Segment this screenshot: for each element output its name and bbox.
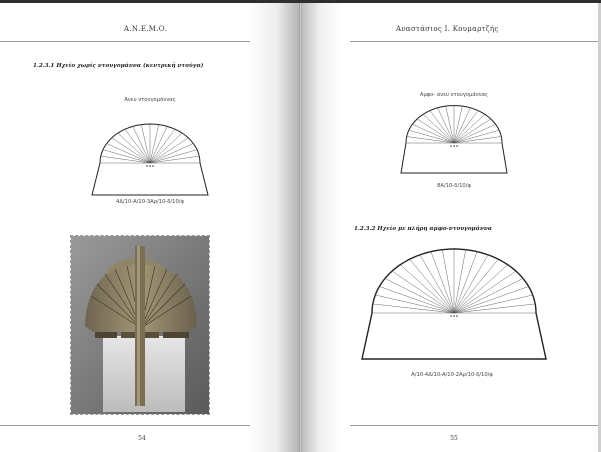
diagram-hub-dot xyxy=(456,315,458,317)
right-diagram2-lines xyxy=(362,249,546,359)
left-running-head: Α.Ν.Ε.Μ.Ο. xyxy=(124,25,168,33)
right-page-number: 55 xyxy=(450,435,458,442)
diagram-sides xyxy=(362,313,546,359)
diagram-spoke xyxy=(454,265,508,313)
left-page-number: 54 xyxy=(138,435,146,442)
diagram-sides xyxy=(401,143,507,173)
diagram-hub-dot xyxy=(146,165,148,167)
diagram-spoke xyxy=(431,252,454,313)
diagram-spoke xyxy=(375,295,454,313)
diagram-hub-dot xyxy=(149,165,151,167)
right-figure1-caption: 8Α/10-δ/10/φ xyxy=(437,183,471,189)
diagram-hub-dot xyxy=(450,145,452,147)
diagram-spoke xyxy=(392,271,454,313)
diagram-spoke xyxy=(454,295,533,313)
left-figure-title: Άνευ ντουγομάννας xyxy=(124,97,176,103)
diagram-spoke xyxy=(400,265,454,313)
diagram-spoke xyxy=(454,250,466,313)
left-page xyxy=(0,3,300,452)
diagram-sides xyxy=(92,163,208,195)
diagram-spoke xyxy=(454,252,477,313)
diagram-hub-dot xyxy=(453,315,455,317)
diagram-hub-dot xyxy=(450,315,452,317)
wooden-model-photo xyxy=(70,235,210,415)
diagram-hub-dot xyxy=(152,165,154,167)
diagram-spoke xyxy=(442,250,454,313)
right-running-head: Αναστάσιος Ι. Κουμαρτζής xyxy=(396,25,499,33)
right-page xyxy=(302,3,601,452)
diagram-spoke xyxy=(454,271,516,313)
right-figure2-caption: Α/10-4Δ/10-Α/10-2Αρ/10-δ/10/φ xyxy=(411,372,493,378)
right-figure1-title: Αμφο- ανευ ντουγομάννας xyxy=(419,92,489,98)
right-section-heading: 1.2.3.2 Ηχείο με πλήρη αμφο-ντουγομάννα xyxy=(354,226,493,232)
diagram-hub-dot xyxy=(453,145,455,147)
right-diagram1-lines xyxy=(401,106,507,173)
left-diagram-lines xyxy=(92,124,208,195)
left-foot-rule xyxy=(0,425,250,426)
right-foot-rule xyxy=(350,425,601,426)
left-section-heading: 1.2.3.1 Ηχείο χωρίς ντουγομάννα (κεντρική ντούγα) xyxy=(33,63,204,69)
left-figure-caption: 4Δ/10-Α/10-3Αρ/10-δ/10/φ xyxy=(116,199,184,205)
diagram-hub-dot xyxy=(456,145,458,147)
wooden-model-photo-icon xyxy=(71,236,209,414)
